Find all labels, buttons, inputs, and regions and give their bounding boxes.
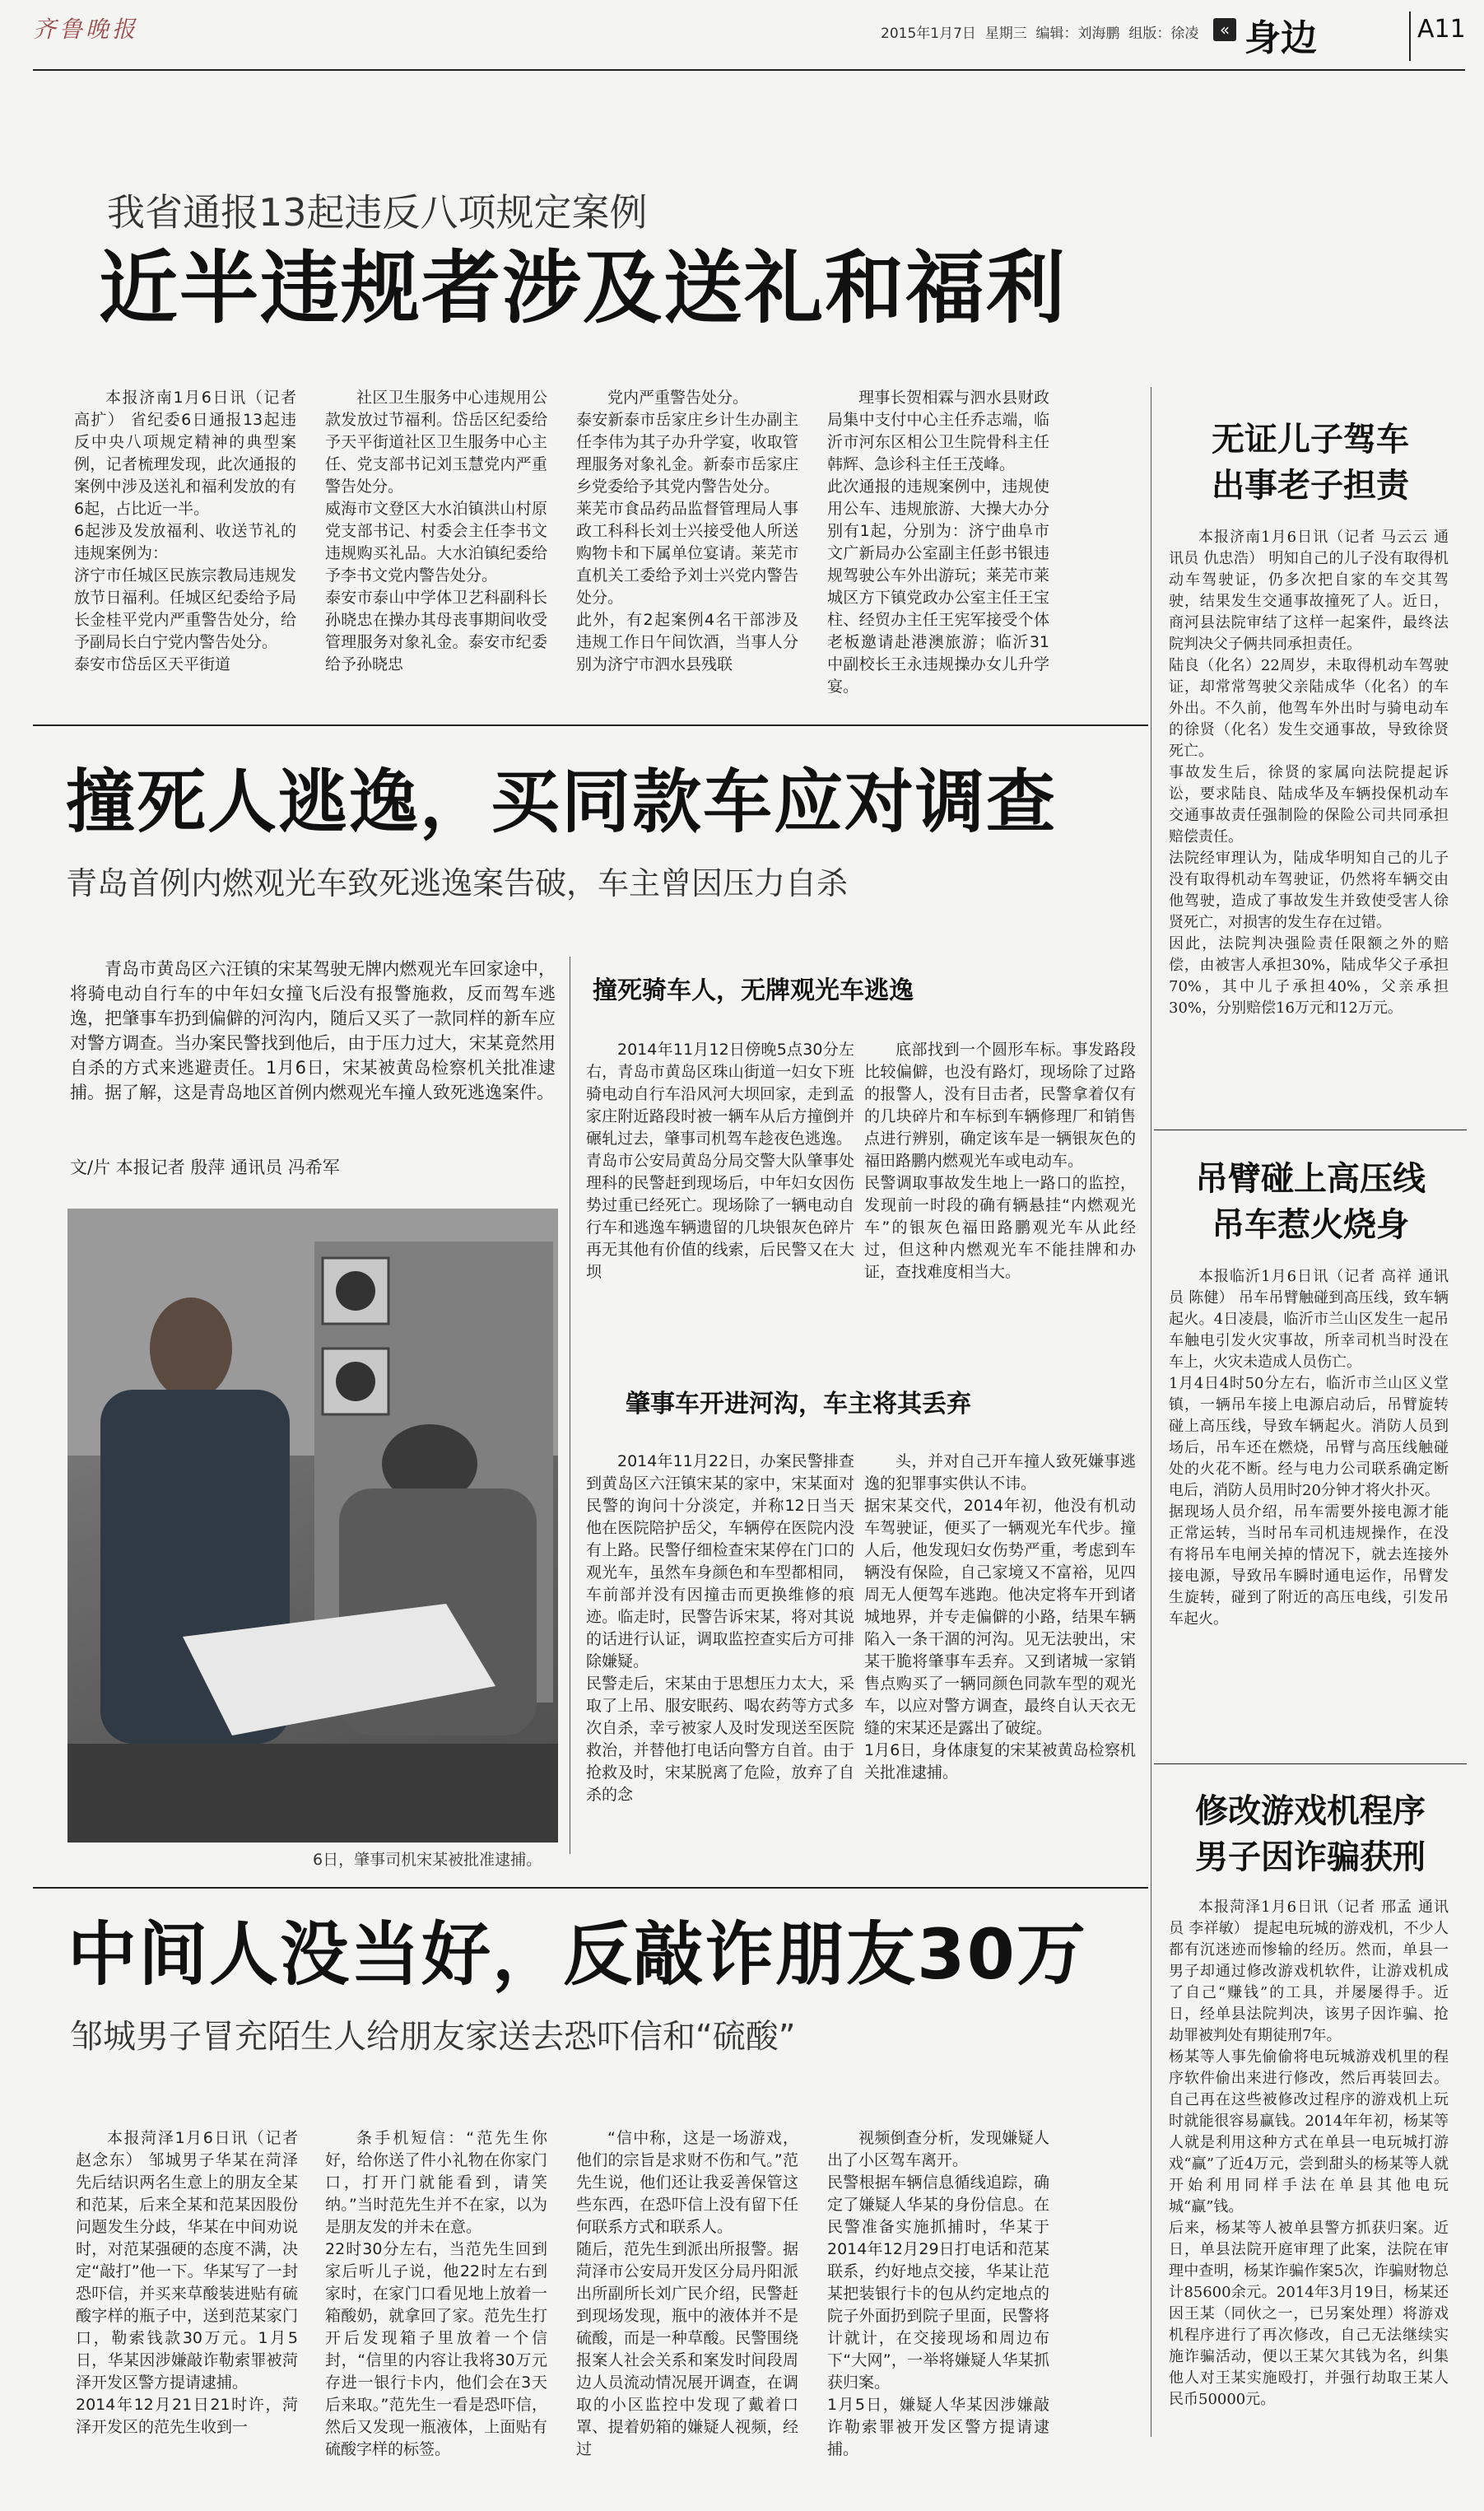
sidebar2-title-line2: 吊车惹火烧身 bbox=[1212, 1206, 1409, 1244]
story2-subhead-1: 撞死骑车人，无牌观光车逃逸 bbox=[593, 976, 914, 1005]
arrest-photo-illustration bbox=[67, 1209, 558, 1842]
story2-sub2-column-1: 2014年11月22日，办案民警排查到黄岛区六汪镇宋某的家中，宋某面对民警的询问十分淡定，并称12日当天他在医院陪护岳父，车辆停在医院内没有上路。民警仔细检查宋某停在门口的观光车，虽然车身颜色和车型都相同，车前部并没有因撞击而更换维修的痕迹。临走时，民警告诉宋某，将对其说的话进行认证，调取监控查实后方可排除嫌疑。 民警走后，宋某由于思想压力太大，采取了上吊、服安眠药、喝农药等方式多次自杀，幸亏被家人及时发现送至医院救治，并替他打电话向警方自首。由于抢救及时，宋某脱离了危险，放弃了自杀的念 bbox=[586, 1452, 854, 1804]
sidebar1-title-line2: 出事老子担责 bbox=[1212, 467, 1409, 505]
section-marker-icon: « bbox=[1213, 18, 1236, 41]
section-name: 身边 bbox=[1244, 17, 1317, 59]
story2-sub1-column-1: 2014年11月12日傍晚5点30分左右，青岛市黄岛区珠山街道一妇女下班骑电动自行车沿风河大坝回家，走到孟家庄附近路段时被一辆车从后方撞倒并碾轧过去，肇事司机驾车趁夜色逃逸。 青岛市公安局黄岛分局交警大队肇事处理科的民警赶到现场后，中年妇女因伤势过重已经死亡。现场除了一辆电动自行车和逃逸车辆遗留的几块银灰色碎片再无其他有价值的线索，后民警又在大坝 bbox=[586, 1041, 854, 1281]
story3-column-2: 条手机短信：“范先生你好，给你送了件小礼物在你家门口，打开门就能看到，请笑纳。”当时范先生并不在家，以为是朋友发的并未在意。 22时30分左右，当范先生回到家后听儿子说，他22时左右到家时，在家门口看见地上放着一箱酸奶，就拿回了家。范先生打开后发现箱子里放着一个信封，“信里的内容让我将30万元存进一银行卡内，他们会在3天后来取。”范先生一看是恐吓信，然后又发现一瓶液体，上面贴有硫酸字样的标签。 bbox=[325, 2129, 547, 2458]
story2-bottom-rule bbox=[33, 1887, 1148, 1889]
sidebar3-title-line1: 修改游戏机程序 bbox=[1195, 1792, 1426, 1830]
editor-credit: 编辑：刘海鹏 bbox=[1035, 26, 1120, 42]
story3-column-1: 本报菏泽1月6日讯（记者 赵念东） 邹城男子华某在菏泽先后结识两名生意上的朋友全某和范某，后来全某和范某因股份问题发生分歧，华某在中间劝说时，对范某强硬的态度不满，决定“敲打”他一下。华某写了一封恐吓信，并买来草酸装进贴有硫酸字样的瓶子中，送到范某家门口，勒索钱款30万元。1月5日，华某因涉嫌敲诈勒索罪被菏泽开发区警方提请逮捕。 2014年12月21日21时许，菏泽开发区的范先生收到一 bbox=[76, 2129, 298, 2436]
story2-sub2-column-2: 头，并对自己开车撞人致死嫌事逃逸的犯罪事实供认不讳。 据宋某交代，2014年初，他没有机动车驾驶证，便买了一辆观光车代步。撞人后，他发现妇女伤势严重，考虑到车辆没有保险，自己家境又不富裕，见四周无人便驾车逃跑。他决定将车开到诸城地界，并专走偏僻的小路，结果车辆陷入一条干涸的河沟。见无法驶出，宋某干脆将肇事车丢弃。又到诸城一家销售点购买了一辆同颜色同款车型的观光车，以应对警方调查，最终自认天衣无缝的宋某还是露出了破绽。 1月6日，身体康复的宋某被黄岛检察机关批准逮捕。 bbox=[864, 1452, 1136, 1782]
story1-column-4: 理事长贺相霖与泗水县财政局集中支付中心主任乔志端，临沂市河东区相公卫生院骨科主任韩辉、急诊科主任王茂峰。 此次通报的违规案例中，违规使用公车、违规旅游、大操大办分别有1起，分别为：济宁曲阜市文广新局办公室副主任彭书银违规驾驶公车外出游玩；莱芜市莱城区方下镇党政办公室主任王宝柱、经贸办主任王宪军接受个体老板邀请赴港澳旅游；临沂31中副校长王永违规操办女儿升学宴。 bbox=[827, 389, 1049, 696]
sidebar3-title-line2: 男子因诈骗获刑 bbox=[1195, 1838, 1426, 1876]
story2-subheadline: 青岛首例内燃观光车致死逃逸案告破，车主曾因压力自杀 bbox=[66, 865, 849, 901]
photo-caption: 6日，肇事司机宋某被批准逮捕。 bbox=[313, 1851, 542, 1869]
story1-bottom-rule bbox=[33, 724, 1148, 726]
story2-byline: 文/片 本报记者 殷萍 通讯员 冯希军 bbox=[70, 1158, 340, 1177]
sidebar2-title-line1: 吊臂碰上高压线 bbox=[1195, 1160, 1426, 1198]
sidebar1-title-line1: 无证儿子驾车 bbox=[1212, 421, 1409, 459]
story1-headline: 近半违规者涉及送礼和福利 bbox=[99, 242, 1067, 334]
story3-column-4: 视频倒查分析，发现嫌疑人出了小区驾车离开。 民警根据车辆信息循线追踪，确定了嫌疑人华某的身份信息。在民警准备实施抓捕时，华某于2014年12月29日打电话和范某联系，约好地点交接，华某让范某把装银行卡的包从约定地点的院子外面扔到院子里面，民警将计就计，在交接现场和周边布下“大网”，一举将嫌疑人华某抓获归案。 1月5日，嫌疑人华某因涉嫌敲诈勒索罪被开发区警方提请逮捕。 bbox=[827, 2129, 1049, 2458]
arrest-photo bbox=[67, 1209, 558, 1842]
sidebar3-body: 本报菏泽1月6日讯（记者 邢孟 通讯员 李祥敏） 提起电玩城的游戏机，不少人都有沉迷迹而惨输的经历。然而，单县一男子却通过修改游戏机软件，让游戏机成了自己“赚钱”的工具，并屡屡得手。近日，经单县法院判决，该男子因诈骗、抢劫罪被判处有期徒刑7年。 杨某等人事先偷偷将电玩城游戏机里的程序软件偷出来进行修改，然后再装回去。自己再在这些被修改过程序的游戏机上玩时就能很容易赢钱。2014年年初，杨某等人就是利用这种方式在单县一电玩城打游戏“赢”了近4万元，尝到甜头的杨某等人就开始利用同样手法在单县其他电玩城“赢”钱。 后来，杨某等人被单县警方抓获归案。近日，单县法院开庭审理了此案，法院在审理中查明，杨某诈骗作案5次，诈骗财物总计85600余元。2014年3月19日，杨某还因王某（同伙之一，已另案处理）将游戏机程序进行了再次修改，自己无法继续实施诈骗活动，便以王某欠其钱为名，纠集他人对王某实施殴打，并强行劫取王某人民币50000元。 bbox=[1169, 1898, 1449, 2408]
story2-subhead-2: 肇事车开进河沟，车主将其丢弃 bbox=[626, 1390, 971, 1419]
sidebar1-body: 本报济南1月6日讯（记者 马云云 通讯员 仇忠浩） 明知自己的儿子没有取得机动车驾驶证，仍多次把自家的车交其驾驶，结果发生交通事故撞死了人。近日，商河县法院审结了这样一起案件，最终法院判决父子俩共同承担责任。 陆良（化名）22周岁，未取得机动车驾驶证，却常常驾驶父亲陆成华（化名）的车外出。不久前，他驾车外出时与骑电动车的徐贤（化名）发生交通事故，导致徐贤死亡。 事故发生后，徐贤的家属向法院提起诉讼，要求陆良、陆成华及车辆投保机动车交通事故责任强制险的保险公司共同承担赔偿责任。 法院经审理认为，陆成华明知自己的儿子没有取得机动车驾驶证，仍然将车辆交由他驾驶，造成了事故发生并致使受害人徐贤死亡，对损害的发生存在过错。 因此，法院判决强险责任限额之外的赔偿，由被害人承担30%，陆成华父子承担70%，其中儿子承担40%，父亲承担30%，分别赔偿16万元和12万元。 bbox=[1169, 529, 1449, 1017]
newspaper-logo: 齐鲁晚报 bbox=[33, 16, 139, 43]
story1-column-3: 党内严重警告处分。 泰安新泰市岳家庄乡计生办副主任李伟为其子办升学宴，收取管理服务对象礼金。新泰市岳家庄乡党委给予其党内警告处分。 莱芜市食品药品监督管理局人事政工科科长刘士兴接受他人所送购物卡和下属单位宴请。莱芜市直机关工委给予刘士兴党内警告处分。 此外，有2起案例4名干部涉及违规工作日午间饮酒，当事人分别为济宁市泗水县残联 bbox=[576, 389, 798, 673]
designer-credit: 组版：徐凌 bbox=[1128, 26, 1199, 42]
story1-column-2: 社区卫生服务中心违规用公款发放过节福利。岱岳区纪委给予天平街道社区卫生服务中心主任、党支部书记刘玉慧党内严重警告处分。 威海市文登区大水泊镇洪山村原党支部书记、村委会主任李书文违规购买礼品。大水泊镇纪委给予李书文党内警告处分。 泰安市泰山中学体卫艺科副科长孙晓忠在操办其母丧事期间收受管理服务对象礼金。泰安市纪委给予孙晓忠 bbox=[325, 389, 547, 673]
story1-column-1: 本报济南1月6日讯（记者 高扩） 省纪委6日通报13起违反中央八项规定精神的典型案例，记者梳理发现，此次通报的案例中涉及送礼和福利发放的有6起，占比近一半。 6起涉及发放福利、收送节礼的违规案例为： 济宁市任城区民族宗教局违规发放节日福利。任城区纪委给予局长金桂平党内严重警告处分，给予副局长白宁党内警告处分。 泰安市岱岳区天平街道 bbox=[74, 389, 296, 673]
story2-lead: 青岛市黄岛区六汪镇的宋某驾驶无牌内燃观光车回家途中，将骑电动自行车的中年妇女撞飞后没有报警施救，反而驾车逃逸，把肇事车扔到偏僻的河沟内，随后又买了一款同样的新车应对警方调查。当办案民警找到他后，由于压力过大，宋某竟然用自杀的方式来逃避责任。1月6日，宋某被黄岛检察机关批准逮捕。据了解，这是青岛地区首例内燃观光车撞人致死逃逸案件。 bbox=[70, 959, 556, 1102]
masthead-divider bbox=[1409, 12, 1411, 61]
issue-date: 2015年1月7日 bbox=[881, 26, 976, 42]
story1-kicker: 我省通报13起违反八项规定案例 bbox=[107, 190, 648, 235]
story3-column-3: “信中称，这是一场游戏，他们的宗旨是求财不伤和气。”范先生说，他们还让我妥善保管这些东西，在恐吓信上没有留下任何联系方式和联系人。 随后，范先生到派出所报警。据菏泽市公安局开发区分局丹阳派出所副所长刘广民介绍，民警赶到现场发现，瓶中的液体并不是硫酸，而是一种草酸。民警围绕报案人社会关系和案发时间段周边人员流动情况展开调查，在调取的小区监控中发现了戴着口罩、提着奶箱的嫌疑人视频，经过 bbox=[576, 2129, 798, 2458]
story3-subheadline: 邹城男子冒充陌生人给朋友家送去恐吓信和“硫酸” bbox=[70, 2018, 796, 2056]
story2-headline: 撞死人逃逸，买同款车应对调查 bbox=[66, 762, 1058, 842]
story3-headline: 中间人没当好，反敲诈朋友30万 bbox=[67, 1914, 1087, 1995]
page-number: A11 bbox=[1417, 15, 1466, 44]
story2-sub1-column-2: 底部找到一个圆形车标。事发路段比较偏僻，也没有路灯，现场除了过路的报警人，没有目击者，民警拿着仅有的几块碎片和车标到车辆修理厂和销售点进行辨别，确定该车是一辆银灰色的福田路鹏内燃观光车或电动车。 民警调取事故发生地上一路口的监控，发现前一时段的确有辆悬挂“内燃观光车”的银灰色福田路鹏观光车从此经过，但这种内燃观光车不能挂牌和办证，查找难度相当大。 bbox=[864, 1041, 1136, 1281]
sidebar2-body: 本报临沂1月6日讯（记者 高祥 通讯员 陈健） 吊车吊臂触碰到高压线，致车辆起火。4日凌晨，临沂市兰山区发生一起吊车触电引发火灾事故，所幸司机当时没在车上，火灾未造成人员伤亡。 1月4日4时50分左右，临沂市兰山区义堂镇，一辆吊车接上电源启动后，吊臂旋转碰上高压线，导致车辆起火。消防人员到场后，吊车还在燃烧，吊臂与高压线触碰处的火花不断。经与电力公司联系确定断电后，消防人员用时20分钟才将火扑灭。 据现场人员介绍，吊车需要外接电源才能正常运转，当时吊车司机违规操作，在没有将吊车电闸关掉的情况下，就去连接外接电源，导致吊车瞬时通电运作，吊臂发生旋转，碰到了附近的高压电线，引发吊车起火。 bbox=[1169, 1268, 1449, 1628]
issue-weekday: 星期三 bbox=[984, 26, 1027, 42]
masthead-rule bbox=[33, 69, 1465, 71]
sidebar2-bottom-rule bbox=[1154, 1763, 1467, 1764]
issue-date-line bbox=[881, 21, 1198, 42]
